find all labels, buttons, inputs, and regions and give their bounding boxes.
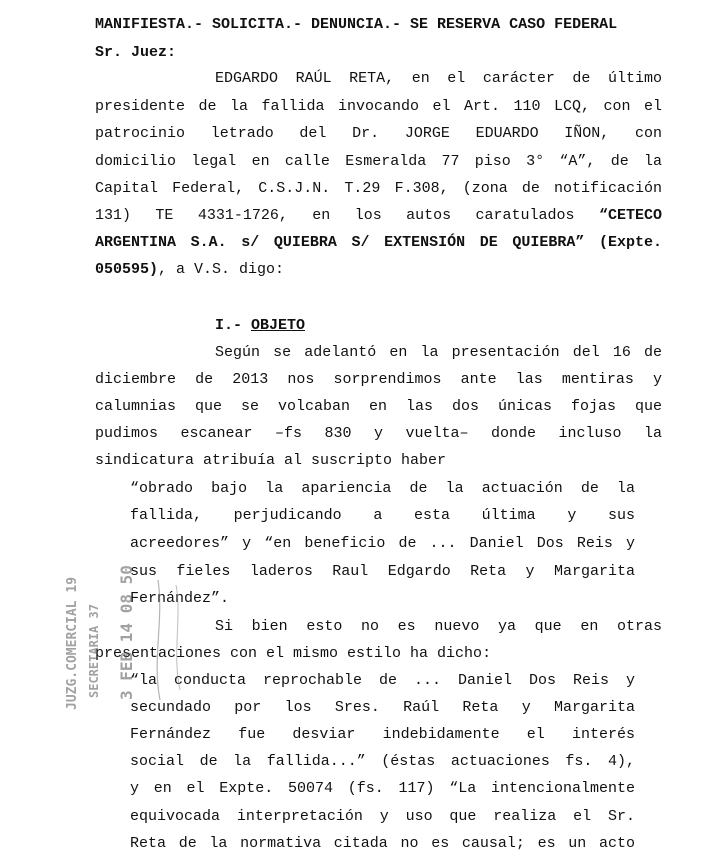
intro-line: presidente de la fallida invocando el Art. 110 LCQ, con el [95,98,662,115]
section-heading [215,317,305,335]
body-line: Si bien esto no es nuevo ya que en otras [215,618,662,635]
stamp-court: JUZG.COMERCIAL 19 [65,576,80,710]
section-title: OBJETO [251,317,306,334]
document-title: MANIFIESTA.- SOLICITA.- DENUNCIA.- SE RESERVA CASO FEDERAL [95,16,618,33]
intro-text: 131) TE 4331-1726, en los autos caratulados [95,207,599,224]
body-line: diciembre de 2013 nos sorprendimos ante las mentiras y [95,371,662,388]
quote-line: y en el Expte. 50074 (fs. 117) “La intencionalmente [130,780,635,797]
quote-line: fallida, perjudicando a esta última y sus [130,507,635,524]
body-line: sindicatura atribuía al suscripto haber [95,452,447,469]
quote-line: secundado por los Sres. Raúl Reta y Margarita [130,699,635,716]
intro-line: Capital Federal, C.S.J.N. T.29 F.308, (zona de notificación [95,180,662,197]
quote-line: equivocada interpretación y uso que realiza el Sr. [130,808,635,825]
stamp-date: 3 FEB 14 08 50 [117,565,136,700]
court-stamp-icon [40,560,200,720]
body-line: calumnias que se volcaban en las dos únicas fojas que [95,398,662,415]
intro-line [95,261,284,279]
quote-line: social de la fallida...” (éstas actuaciones fs. 4), [130,753,635,770]
body-line: Según se adelantó en la presentación del 16 de [215,344,662,361]
body-line: pudimos escanear –fs 830 y vuelta– donde incluso la [95,425,662,442]
quote-line: sus fieles laderos Raul Edgardo Reta y Margarita [130,563,635,580]
intro-line: EDGARDO RAÚL RETA, en el carácter de último [215,70,662,87]
quote-line: “obrado bajo la apariencia de la actuación de la [130,480,635,497]
case-name-line: ARGENTINA S.A. s/ QUIEBRA S/ EXTENSIÓN DE QUIEBRA” (Expte. [95,234,662,251]
case-number: 050595) [95,261,159,278]
case-name: “CETECO [598,207,662,224]
body-line: presentaciones con el mismo estilo ha dicho: [95,645,492,662]
intro-line: domicilio legal en calle Esmeralda 77 piso 3° “A”, de la [95,153,662,170]
quote-line: acreedores” y “en beneficio de ... Daniel Dos Reis y [130,535,635,552]
intro-line [95,207,662,225]
salutation: Sr. Juez: [95,44,177,61]
quote-line: Reta de la normativa citada no es causal; es un acto [130,835,635,852]
quote-line: “la conducta reprochable de ... Daniel Dos Reis y [130,672,635,689]
section-number: I.- [215,317,252,334]
quote-line: Fernández fue desviar indebidamente el interés [130,726,635,743]
signature-scribble [157,580,160,700]
signature-scribble [176,585,180,690]
stamp-secretaria: SECRETARIA 37 [87,604,101,698]
intro-line: patrocinio letrado del Dr. JORGE EDUARDO IÑON, con [95,125,662,142]
quote-line: Fernández”. [130,590,230,607]
intro-text: , a V.S. digo: [158,261,285,278]
